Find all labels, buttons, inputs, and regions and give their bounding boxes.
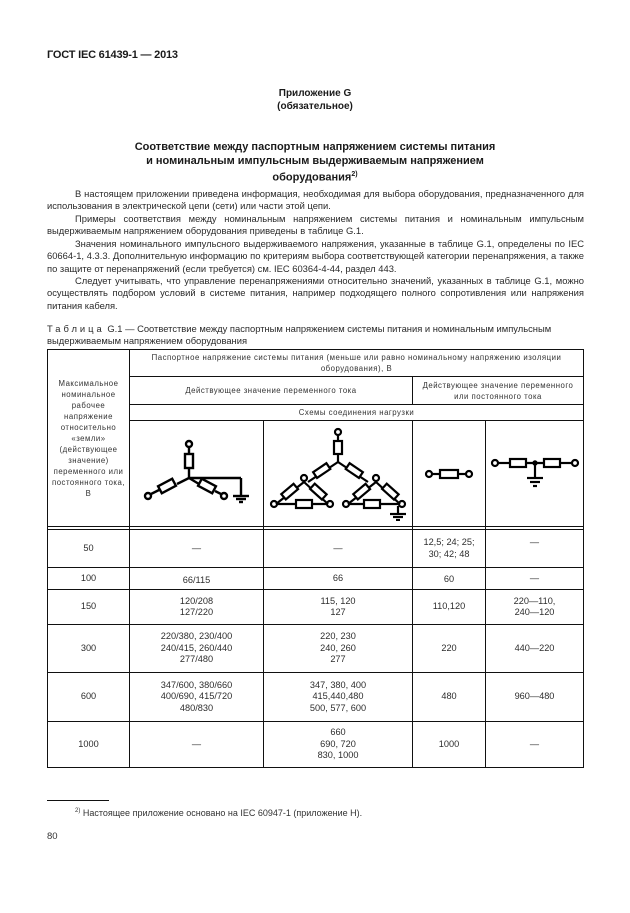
appendix-title [0, 140, 630, 185]
two-wire-circuit-icon [424, 467, 474, 481]
table-caption-label: Таблица [47, 323, 105, 334]
header-load-schemes: Схемы соединения нагрузки [298, 408, 415, 417]
three-wire-cell: 440—220 [514, 642, 555, 653]
ac-star-cell: 120/208 127/220 [179, 595, 214, 617]
two-wire-cell: 110,120 [432, 601, 466, 612]
max-voltage-cell: 600 [80, 691, 97, 702]
max-voltage-cell: 300 [80, 642, 97, 653]
page-number: 80 [47, 831, 58, 842]
two-wire-cell: 12,5; 24; 25; 30; 42; 48 [423, 537, 475, 559]
title-line-3: оборудования [272, 171, 352, 184]
two-wire-cell: 1000 [438, 738, 460, 749]
paragraph-4: Следует учитывать, что управление перенапряжениями относительно значений, указанных в таблице G.1, можно осуществлять подбором условий в системе питания, например подходящего полного сопротивления или напряжения питания кабеля. [47, 275, 584, 311]
two-wire-cell: 60 [443, 573, 455, 584]
ac-delta-cell: 220, 230 240, 260 277 [320, 631, 356, 665]
appendix-heading [0, 87, 630, 113]
table-caption [47, 323, 584, 347]
appendix-name: Приложение G [278, 88, 352, 99]
three-phase-delta-corner-grounded-diagram [264, 421, 412, 526]
max-voltage-cell: 150 [80, 601, 97, 612]
ac-delta-cell: — [333, 542, 343, 553]
ac-delta-cell: 347, 380, 400 415,440,480 500, 577, 600 [309, 679, 367, 713]
ac-star-cell: — [191, 542, 202, 553]
title-line-1: Соответствие между паспортным напряжением системы питания [134, 141, 496, 153]
row-header-max-voltage: Максимальное номинальное рабочее напряжение относительно «земли» (действующее значение) переменного или постоянного тока, В [51, 378, 126, 498]
footnote [75, 808, 362, 818]
two-wire-cell: 220 [441, 642, 457, 653]
three-wire-circuit-icon [490, 456, 580, 492]
max-voltage-cell: 1000 [78, 738, 99, 749]
three-wire-cell: — [529, 738, 540, 749]
three-wire-cell: 960—480 [514, 691, 555, 702]
title-line-2: и номинальным импульсным выдерживаемым напряжением [146, 155, 484, 167]
footnote-mark: 2) [75, 808, 81, 814]
ac-delta-cell: 66 [332, 572, 344, 583]
max-voltage-cell: 50 [83, 542, 94, 553]
paragraph-2: Примеры соответствия между номинальным напряжением системы питания и номинальным импульсным выдерживаемым напряжением оборудования приведены в таблице G.1. [47, 213, 584, 237]
paragraph-1: В настоящем приложении приведена информация, необходимая для выбора оборудования, предназначенного для использования в электрической цепи (сети) или части этой цепи. [47, 188, 584, 212]
header-ac-dc: Действующее значение переменного или постоянного тока [422, 380, 574, 401]
three-wire-cell: — [529, 536, 540, 547]
three-wire-cell: 220—110, 240—120 [513, 595, 556, 617]
ac-delta-cell: 115, 120 127 [320, 595, 356, 617]
ac-delta-cell: 660 690, 720 830, 1000 [317, 727, 359, 761]
max-voltage-cell: 100 [80, 572, 97, 583]
footnote-ref[interactable]: 2) [351, 171, 358, 178]
star-circuit-icon [137, 434, 257, 514]
ac-star-cell: — [191, 738, 202, 749]
paragraph-3: Значения номинального импульсного выдерживаемого напряжения, указанные в таблице G.1, определены по IEC 60664-1, 4.3.3. Дополнительную информацию по критериям выбора соответствующей категории перенапряжения, а также по защите от перенапряжений (если требуется) см. IEC 60364-4-44, раздел 443. [47, 238, 584, 274]
ac-star-cell: 66/115 [182, 574, 211, 585]
header-ac: Действующее значение переменного тока [185, 386, 357, 395]
footnote-divider [47, 800, 109, 801]
ac-star-cell: 347/600, 380/660 400/690, 415/720 480/830 [160, 679, 233, 713]
document-header: ГОСТ IEC 61439-1 — 2013 [47, 49, 178, 61]
table-caption-text: G.1 — Соответствие между паспортным напряжением системы питания и номинальным импульсным выдерживаемым напряжением оборудования [47, 323, 552, 346]
footnote-text: Настоящее приложение основано на IEC 60947-1 (приложение H). [80, 808, 363, 818]
three-wire-cell: — [529, 572, 540, 583]
single-phase-two-wire-diagram [413, 421, 485, 526]
appendix-status: (обязательное) [277, 101, 353, 112]
header-rated-voltage-group: Паспортное напряжение системы питания (меньше или равно номинальному напряжению изоляции оборудования), В [151, 353, 562, 373]
single-phase-three-wire-midpoint-grounded-diagram [486, 421, 583, 526]
delta-circuit-icon [268, 426, 408, 521]
ac-star-cell: 220/380, 230/400 240/415, 260/440 277/480 [160, 631, 233, 665]
two-wire-cell: 480 [441, 691, 457, 702]
three-phase-star-grounded-neutral-diagram [130, 421, 263, 526]
